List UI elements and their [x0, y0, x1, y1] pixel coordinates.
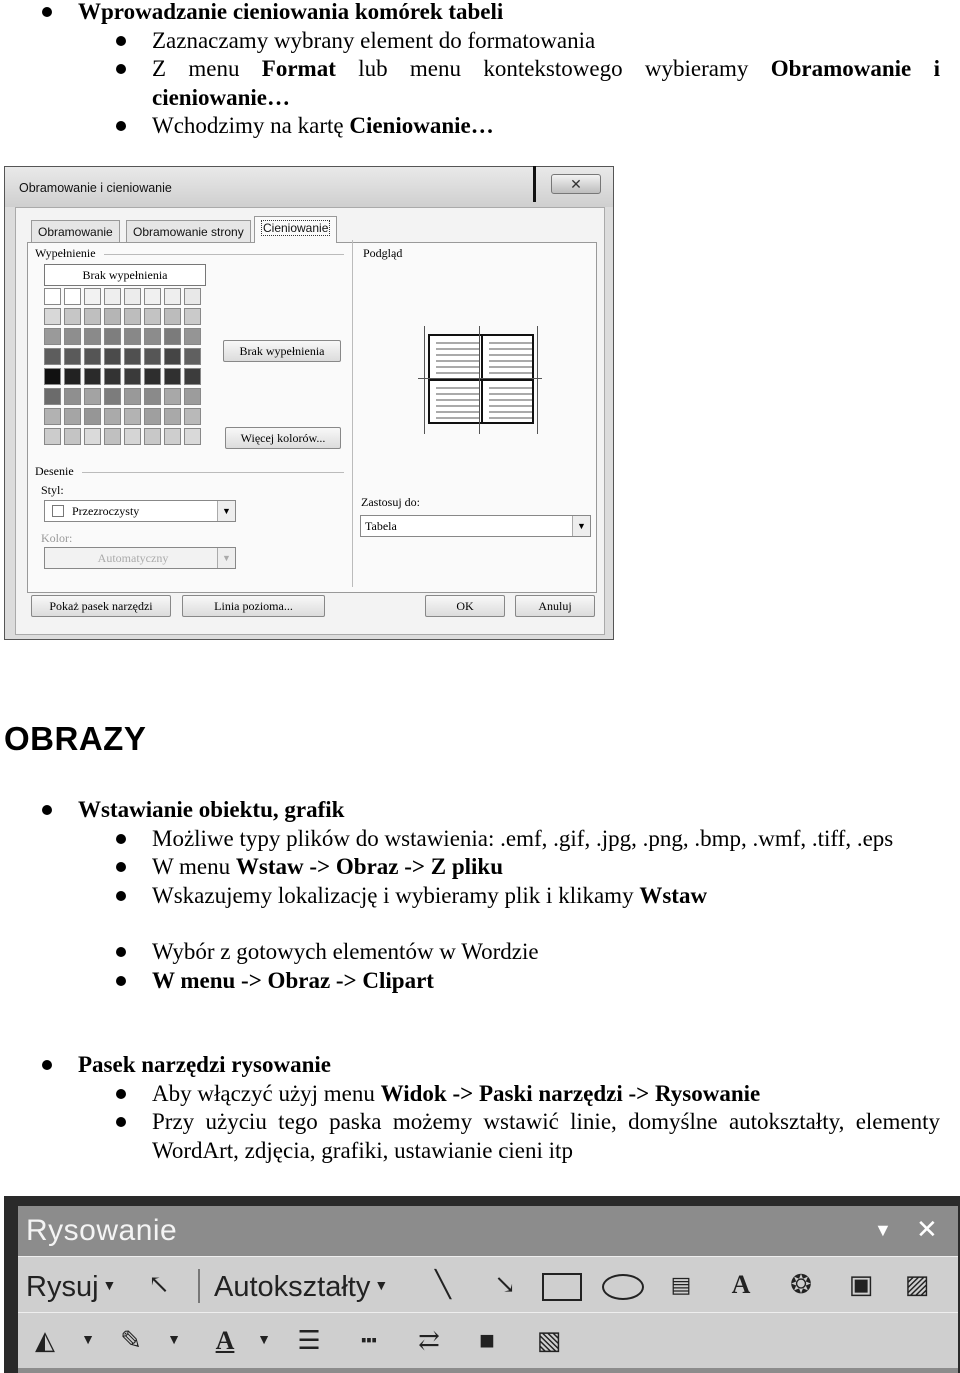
color-swatch[interactable] [64, 428, 81, 445]
section-title: OBRAZY [4, 720, 147, 757]
color-swatch[interactable] [104, 428, 121, 445]
fill-group-label: Wypełnienie [35, 246, 96, 260]
drawing-toolbar [4, 1196, 960, 1373]
color-swatch[interactable] [64, 408, 81, 425]
color-swatch[interactable] [84, 428, 101, 445]
dialog-titlebar [5, 167, 613, 207]
color-swatch[interactable] [164, 428, 181, 445]
color-swatch[interactable] [104, 328, 121, 345]
color-swatch[interactable] [144, 308, 161, 325]
ok-button[interactable]: OK [425, 595, 505, 617]
line-color-icon[interactable]: ✎ [120, 1326, 142, 1355]
select-pointer-icon[interactable]: ↖ [148, 1270, 170, 1299]
color-swatch[interactable] [64, 388, 81, 405]
color-swatch[interactable] [104, 308, 121, 325]
color-swatch[interactable] [164, 388, 181, 405]
color-swatch[interactable] [64, 328, 81, 345]
section-1-list [0, 0, 960, 141]
tab-shading[interactable]: Cieniowanie [254, 216, 337, 243]
line-icon[interactable]: ╲ [435, 1270, 451, 1299]
show-toolbar-button[interactable]: Pokaż pasek narzędzi [31, 595, 171, 617]
color-swatch[interactable] [44, 328, 61, 345]
style-select-value: Przezroczysty [72, 504, 140, 518]
wordart-icon[interactable]: A [731, 1270, 751, 1299]
font-color-icon[interactable]: A [215, 1326, 235, 1355]
chevron-down-icon: ▼ [572, 516, 590, 536]
color-swatch[interactable] [64, 348, 81, 365]
color-swatch[interactable] [64, 368, 81, 385]
style-label: Styl: [41, 483, 64, 497]
horizontal-line-button[interactable]: Linia pozioma... [182, 595, 325, 617]
diagram-icon[interactable]: ❂ [790, 1270, 812, 1299]
color-label: Kolor: [41, 531, 73, 545]
preview-table [428, 334, 534, 424]
color-swatch[interactable] [144, 368, 161, 385]
color-swatch[interactable] [144, 288, 161, 305]
color-swatch-grid [44, 288, 201, 445]
color-swatch[interactable] [84, 388, 101, 405]
color-swatch[interactable] [124, 308, 141, 325]
color-swatch[interactable] [84, 288, 101, 305]
color-swatch[interactable] [84, 348, 101, 365]
dialog-title: Obramowanie i cieniowanie [19, 181, 172, 195]
color-swatch[interactable] [164, 348, 181, 365]
3d-style-icon[interactable]: ▧ [536, 1326, 562, 1355]
picture-icon[interactable]: ▨ [904, 1270, 930, 1299]
close-icon[interactable]: ✕ [551, 174, 601, 194]
color-swatch[interactable] [84, 408, 101, 425]
close-icon[interactable]: ✕ [916, 1214, 938, 1244]
color-swatch[interactable] [184, 348, 201, 365]
color-swatch[interactable] [164, 368, 181, 385]
color-swatch[interactable] [144, 348, 161, 365]
toolbar-options-icon[interactable]: ▼ [874, 1220, 892, 1240]
preview-guide [418, 378, 542, 379]
rectangle-icon[interactable] [542, 1273, 582, 1301]
list-item: Możliwe typy plików do wstawienia: .emf, .gif, .jpg, .png, .bmp, .wmf, .tiff, .eps [0, 825, 960, 854]
chevron-down-icon[interactable]: ▼ [257, 1333, 271, 1348]
chevron-down-icon: ▼ [217, 548, 235, 568]
color-swatch[interactable] [84, 368, 101, 385]
apply-to-label: Zastosuj do: [361, 495, 420, 509]
list-item: Wskazujemy lokalizację i wybieramy plik i klikamy Wstaw [0, 882, 960, 911]
preview-guide [424, 326, 425, 434]
color-swatch[interactable] [44, 368, 61, 385]
checkbox-icon [52, 505, 64, 517]
color-swatch[interactable] [104, 368, 121, 385]
color-swatch[interactable] [44, 388, 61, 405]
color-swatch[interactable] [184, 368, 201, 385]
color-swatch[interactable] [84, 308, 101, 325]
list-item: W menu -> Obraz -> Clipart [0, 967, 960, 996]
list-item: Zaznaczamy wybrany element do formatowania [0, 27, 960, 56]
fill-color-icon[interactable]: ◭ [35, 1326, 55, 1355]
more-colors-button[interactable]: Więcej kolorów... [225, 427, 341, 449]
preview-label: Podgląd [363, 246, 403, 260]
color-swatch[interactable] [164, 328, 181, 345]
list-item: Przy użyciu tego paska możemy wstawić linie, domyślne autokształty, elementy WordArt, zdjęcia, grafiki, ustawianie cieni itp [0, 1108, 960, 1165]
color-swatch[interactable] [124, 368, 141, 385]
oval-icon[interactable] [602, 1274, 644, 1300]
toolbar-title: Rysowanie [26, 1214, 178, 1247]
color-swatch[interactable] [144, 388, 161, 405]
section-1-heading: Wprowadzanie cieniowania komórek tabeli [0, 0, 960, 27]
cancel-button[interactable]: Anuluj [515, 595, 595, 617]
color-swatch[interactable] [64, 288, 81, 305]
color-swatch[interactable] [184, 288, 201, 305]
apply-to-select[interactable] [360, 515, 591, 537]
tab-borders[interactable]: Obramowanie [31, 220, 120, 242]
separator [198, 1269, 200, 1303]
patterns-group-label: Desenie [35, 464, 74, 478]
color-swatch[interactable] [44, 428, 61, 445]
preview-guide [479, 326, 480, 434]
color-swatch[interactable] [124, 348, 141, 365]
color-swatch[interactable] [144, 328, 161, 345]
dash-style-icon[interactable]: ┅ [361, 1326, 377, 1355]
color-swatch[interactable] [124, 328, 141, 345]
autoshapes-menu[interactable]: Autokształty ▼ [214, 1271, 389, 1303]
arrow-icon[interactable]: ↘ [494, 1270, 516, 1299]
color-swatch[interactable] [124, 408, 141, 425]
color-swatch[interactable] [104, 288, 121, 305]
color-swatch[interactable] [124, 428, 141, 445]
list-item: Wybór z gotowych elementów w Wordzie [0, 938, 960, 967]
chevron-down-icon[interactable]: ▼ [167, 1333, 181, 1348]
color-select-value: Automatyczny [97, 551, 169, 565]
list-item: Z menu Format lub menu kontekstowego wybieramy Obramowanie i cieniowanie… [0, 55, 960, 112]
color-swatch[interactable] [164, 308, 181, 325]
apply-to-value: Tabela [365, 519, 397, 533]
color-swatch[interactable] [64, 308, 81, 325]
chevron-down-icon: ▼ [217, 501, 235, 521]
color-swatch[interactable] [44, 308, 61, 325]
section-2-heading: Wstawianie obiektu, grafik [0, 796, 960, 825]
toolbar-row [18, 1312, 958, 1368]
no-fill-button[interactable]: Brak wypełnienia [223, 340, 341, 362]
color-swatch[interactable] [184, 308, 201, 325]
color-swatch[interactable] [104, 408, 121, 425]
color-swatch[interactable] [124, 388, 141, 405]
toolbar-row [18, 1256, 958, 1312]
color-swatch[interactable] [44, 408, 61, 425]
color-select [44, 547, 236, 569]
panel-divider [352, 240, 353, 587]
screenshot-edge [533, 166, 536, 202]
color-swatch[interactable] [84, 328, 101, 345]
list-item: Wchodzimy na kartę Cieniowanie… [0, 112, 960, 141]
style-select[interactable] [44, 500, 236, 522]
color-swatch[interactable] [44, 348, 61, 365]
list-item: W menu Wstaw -> Obraz -> Z pliku [0, 853, 960, 882]
divider [82, 472, 344, 473]
section-2-list [0, 796, 960, 1165]
color-swatch[interactable] [104, 388, 121, 405]
tab-page-border[interactable]: Obramowanie strony [126, 220, 251, 242]
list-item: Aby włączyć użyj menu Widok -> Paski narzędzi -> Rysowanie [0, 1080, 960, 1109]
text-box-icon[interactable]: ▤ [670, 1272, 692, 1297]
color-swatch[interactable] [184, 428, 201, 445]
color-swatch[interactable] [44, 288, 61, 305]
section-3-heading: Pasek narzędzi rysowanie [0, 1051, 960, 1080]
color-swatch[interactable] [184, 388, 201, 405]
color-swatch[interactable] [164, 288, 181, 305]
arrow-style-icon[interactable]: ⇄ [418, 1326, 440, 1355]
no-fill-swatch[interactable]: Brak wypełnienia [44, 264, 206, 286]
line-style-icon[interactable]: ☰ [297, 1326, 321, 1355]
color-swatch[interactable] [144, 408, 161, 425]
toolbar-frame [18, 1206, 958, 1373]
color-swatch[interactable] [184, 328, 201, 345]
color-swatch[interactable] [144, 428, 161, 445]
color-swatch[interactable] [104, 348, 121, 365]
divider [104, 254, 344, 255]
clipart-icon[interactable]: ▣ [848, 1270, 874, 1299]
color-swatch[interactable] [164, 408, 181, 425]
shadow-style-icon[interactable]: ■ [479, 1326, 495, 1355]
color-swatch[interactable] [124, 288, 141, 305]
draw-menu[interactable]: Rysuj ▼ [26, 1271, 117, 1303]
color-swatch[interactable] [184, 408, 201, 425]
chevron-down-icon[interactable]: ▼ [81, 1333, 95, 1348]
preview-guide [537, 326, 538, 434]
